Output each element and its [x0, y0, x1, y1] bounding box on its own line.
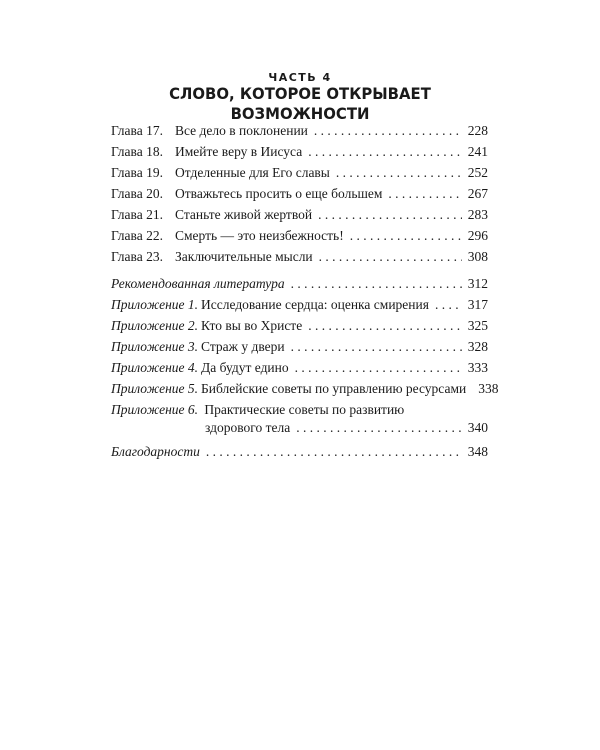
page-number: 328 — [467, 339, 488, 354]
chapter-title: Отделенные для Его славы — [175, 165, 330, 180]
toc-entry-chapter-17[interactable] — [111, 122, 488, 140]
page-number: 252 — [467, 165, 488, 180]
page-number: 228 — [467, 123, 488, 138]
entry-label: Приложение 1. — [111, 297, 199, 312]
entry-title: Исследование сердца: оценка смирения — [201, 297, 429, 312]
toc-entry-appendix-1[interactable] — [111, 296, 488, 314]
part-label: ЧАСТЬ 4 — [268, 71, 332, 84]
toc-entry-chapter-20[interactable] — [111, 185, 488, 203]
chapter-title: Смерть — это неизбежность! — [175, 228, 344, 243]
dot-leader — [291, 275, 462, 293]
chapter-label: Глава 22. — [111, 228, 163, 243]
dot-leader — [206, 443, 462, 461]
dot-leader — [291, 338, 462, 356]
toc-entry-recommended-reading[interactable] — [111, 275, 488, 293]
entry-label: Приложение 5. — [111, 381, 199, 396]
entry-first-line — [111, 401, 488, 419]
part-title — [21, 84, 579, 124]
chapter-label: Глава 23. — [111, 249, 163, 264]
page-number: 308 — [467, 249, 488, 264]
toc-entry-appendix-6[interactable] — [111, 401, 488, 437]
dot-leader — [308, 317, 462, 335]
entry-label: Приложение 3. — [111, 339, 199, 354]
dot-leader — [308, 143, 462, 161]
part-title-line-1: СЛОВО, КОТОРОЕ ОТКРЫВАЕТ — [169, 84, 431, 103]
page-number: 296 — [467, 228, 488, 243]
dot-leader — [296, 419, 462, 437]
page-number: 348 — [467, 444, 488, 459]
chapter-title: Отважьтесь просить о еще большем — [175, 186, 383, 201]
toc-entry-appendix-4[interactable] — [111, 359, 488, 377]
entry-title: Кто вы во Христе — [201, 318, 303, 333]
entry-label: Приложение 6. — [111, 402, 199, 417]
entry-title-line-1: Практические советы по развитию — [204, 402, 405, 417]
entry-title: Библейские советы по управлению ресурсами — [201, 381, 467, 396]
dot-leader — [295, 359, 462, 377]
page-number: 340 — [467, 420, 488, 435]
dot-leader — [318, 206, 462, 224]
dot-leader — [388, 185, 461, 203]
chapter-title: Все дело в поклонении — [175, 123, 308, 138]
page-number: 317 — [467, 297, 488, 312]
page-number: 283 — [467, 207, 488, 222]
entry-second-line — [111, 419, 488, 437]
entry-title-line-2: здорового тела — [205, 420, 291, 435]
page-number: 333 — [467, 360, 488, 375]
dot-leader — [319, 248, 462, 266]
dot-leader — [336, 164, 462, 182]
page-number: 325 — [467, 318, 488, 333]
chapter-label: Глава 17. — [111, 123, 163, 138]
toc-entry-chapter-18[interactable] — [111, 143, 488, 161]
chapter-label: Глава 18. — [111, 144, 163, 159]
chapter-label: Глава 21. — [111, 207, 163, 222]
toc-entry-chapter-23[interactable] — [111, 248, 488, 266]
chapter-label: Глава 19. — [111, 165, 163, 180]
page-number: 312 — [467, 276, 488, 291]
page-number: 267 — [467, 186, 488, 201]
part-title-line-2: ВОЗМОЖНОСТИ — [230, 104, 370, 123]
dot-leader — [350, 227, 462, 245]
entry-title: Страж у двери — [201, 339, 285, 354]
chapter-title: Станьте живой жертвой — [175, 207, 313, 222]
toc-entry-appendix-2[interactable] — [111, 317, 488, 335]
chapter-title: Заключительные мысли — [175, 249, 313, 264]
chapter-title: Имейте веру в Иисуса — [175, 144, 303, 159]
toc-entry-chapter-21[interactable] — [111, 206, 488, 224]
toc-entry-acknowledgements[interactable] — [111, 443, 488, 461]
entry-label: Благодарности — [111, 444, 200, 459]
toc-entry-appendix-3[interactable] — [111, 338, 488, 356]
entry-label: Рекомендованная литература — [111, 276, 285, 291]
entry-title: Да будут едино — [201, 360, 289, 375]
page-number: 338 — [478, 381, 499, 396]
toc-entry-chapter-22[interactable] — [111, 227, 488, 245]
entry-label: Приложение 4. — [111, 360, 199, 375]
dot-leader — [435, 296, 462, 314]
entry-label: Приложение 2. — [111, 318, 199, 333]
page-number: 241 — [467, 144, 488, 159]
chapter-label: Глава 20. — [111, 186, 163, 201]
toc-entry-chapter-19[interactable] — [111, 164, 488, 182]
toc-entry-appendix-5[interactable] — [111, 380, 499, 398]
dot-leader — [314, 122, 462, 140]
